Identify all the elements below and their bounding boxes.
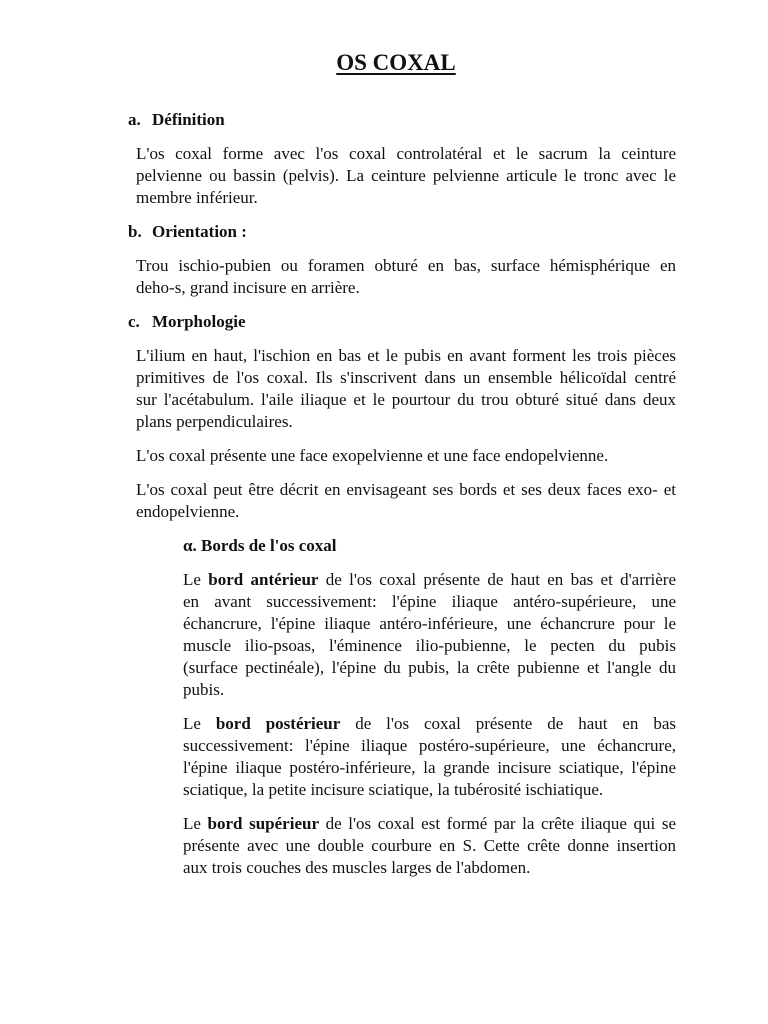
text-line: aux trois couches des muscles larges de l'abdomen. bbox=[183, 858, 531, 877]
text-line: sciatique, la petite incisure sciatique, la tubérosité ischiatique. bbox=[183, 780, 604, 799]
paragraph-lead: Le bbox=[183, 814, 208, 833]
paragraph-lead: Le bbox=[183, 570, 209, 589]
paragraph bbox=[136, 255, 676, 299]
text-line: pelvienne ou bassin (pelvis). La ceinture pelvienne articule le tronc avec le bbox=[136, 166, 676, 185]
paragraph-bord-posterieur bbox=[183, 713, 676, 801]
text-line: en avant successivement: l'épine iliaque antéro-supérieure, une bbox=[183, 592, 676, 611]
bold-term: bord supérieur bbox=[207, 814, 319, 833]
heading-label: Bords de l'os coxal bbox=[201, 536, 337, 555]
text-line bbox=[183, 569, 676, 591]
text-run: de l'os coxal présente de haut en bas et d'arrière bbox=[318, 570, 676, 589]
text-line: L'os coxal peut être décrit en envisageant ses bords et ses deux faces exo- et bbox=[136, 480, 676, 499]
text-line: échancrure, l'épine iliaque antéro-inférieure, une échancrure pour le bbox=[183, 614, 676, 633]
section-definition bbox=[0, 109, 768, 209]
document-body bbox=[0, 109, 768, 891]
bold-term: bord antérieur bbox=[208, 570, 319, 589]
text-line: primitives de l'os coxal. Ils s'inscrivent dans un ensemble hélicoïdal centré bbox=[136, 368, 676, 387]
text-line: L'os coxal forme avec l'os coxal controlatéral et le sacrum la ceinture bbox=[136, 144, 676, 163]
text-line: endopelvienne. bbox=[136, 502, 240, 521]
subsection-heading bbox=[0, 535, 768, 557]
bold-term: bord postérieur bbox=[215, 714, 341, 733]
text-line: sur l'acétabulum. l'aile iliaque et le pourtour du trou obturé situé dans deux bbox=[136, 390, 676, 409]
paragraph bbox=[136, 345, 676, 433]
text-line: muscle ilio-psoas, l'éminence ilio-pubienne, le pecten du pubis bbox=[183, 636, 676, 655]
text-line bbox=[183, 713, 676, 735]
paragraph-bord-anterieur bbox=[183, 569, 676, 701]
text-line: L'ilium en haut, l'ischion en bas et le pubis en avant forment les trois pièces bbox=[136, 346, 676, 365]
subsection-bords bbox=[0, 535, 768, 879]
text-line: pubis. bbox=[183, 680, 225, 699]
text-line: deho-s, grand incisure en arrière. bbox=[136, 278, 360, 297]
section-morphologie bbox=[0, 311, 768, 879]
document-title: OS COXAL bbox=[336, 50, 456, 75]
heading-marker: α. bbox=[183, 536, 197, 555]
text-line: L'os coxal présente une face exopelvienne et une face endopelvienne. bbox=[136, 446, 609, 465]
section-orientation bbox=[0, 221, 768, 299]
heading-label: Morphologie bbox=[152, 312, 246, 331]
text-run: de l'os coxal est formé par la crête iliaque qui se bbox=[319, 814, 676, 833]
heading-marker: c. bbox=[128, 312, 140, 331]
text-line bbox=[183, 813, 676, 835]
section-heading bbox=[0, 311, 768, 333]
text-line: Trou ischio-pubien ou foramen obturé en bas, surface hémisphérique en bbox=[136, 256, 676, 275]
text-line: (surface pectinéale), l'épine du pubis, la crête pubienne et l'angle du bbox=[183, 658, 676, 677]
text-line: membre inférieur. bbox=[136, 188, 258, 207]
paragraph bbox=[136, 143, 676, 209]
heading-marker: a. bbox=[128, 110, 141, 129]
text-line: présente avec une double courbure en S. Cette crête donne insertion bbox=[183, 836, 676, 855]
paragraph-lead: Le bbox=[183, 714, 216, 733]
heading-marker: b. bbox=[128, 222, 142, 241]
paragraph-bord-superieur bbox=[183, 813, 676, 879]
heading-label: Orientation : bbox=[152, 222, 247, 241]
text-line: successivement: l'épine iliaque postéro-supérieure, une échancrure, bbox=[183, 736, 676, 755]
text-line: l'épine iliaque postéro-inférieure, la grande incisure sciatique, l'épine bbox=[183, 758, 676, 777]
section-heading bbox=[0, 109, 768, 131]
section-heading bbox=[0, 221, 768, 243]
paragraph bbox=[136, 479, 676, 523]
paragraph bbox=[136, 445, 676, 467]
heading-label: Définition bbox=[152, 110, 225, 129]
text-line: plans perpendiculaires. bbox=[136, 412, 293, 431]
text-run: de l'os coxal présente de haut en bas bbox=[340, 714, 676, 733]
